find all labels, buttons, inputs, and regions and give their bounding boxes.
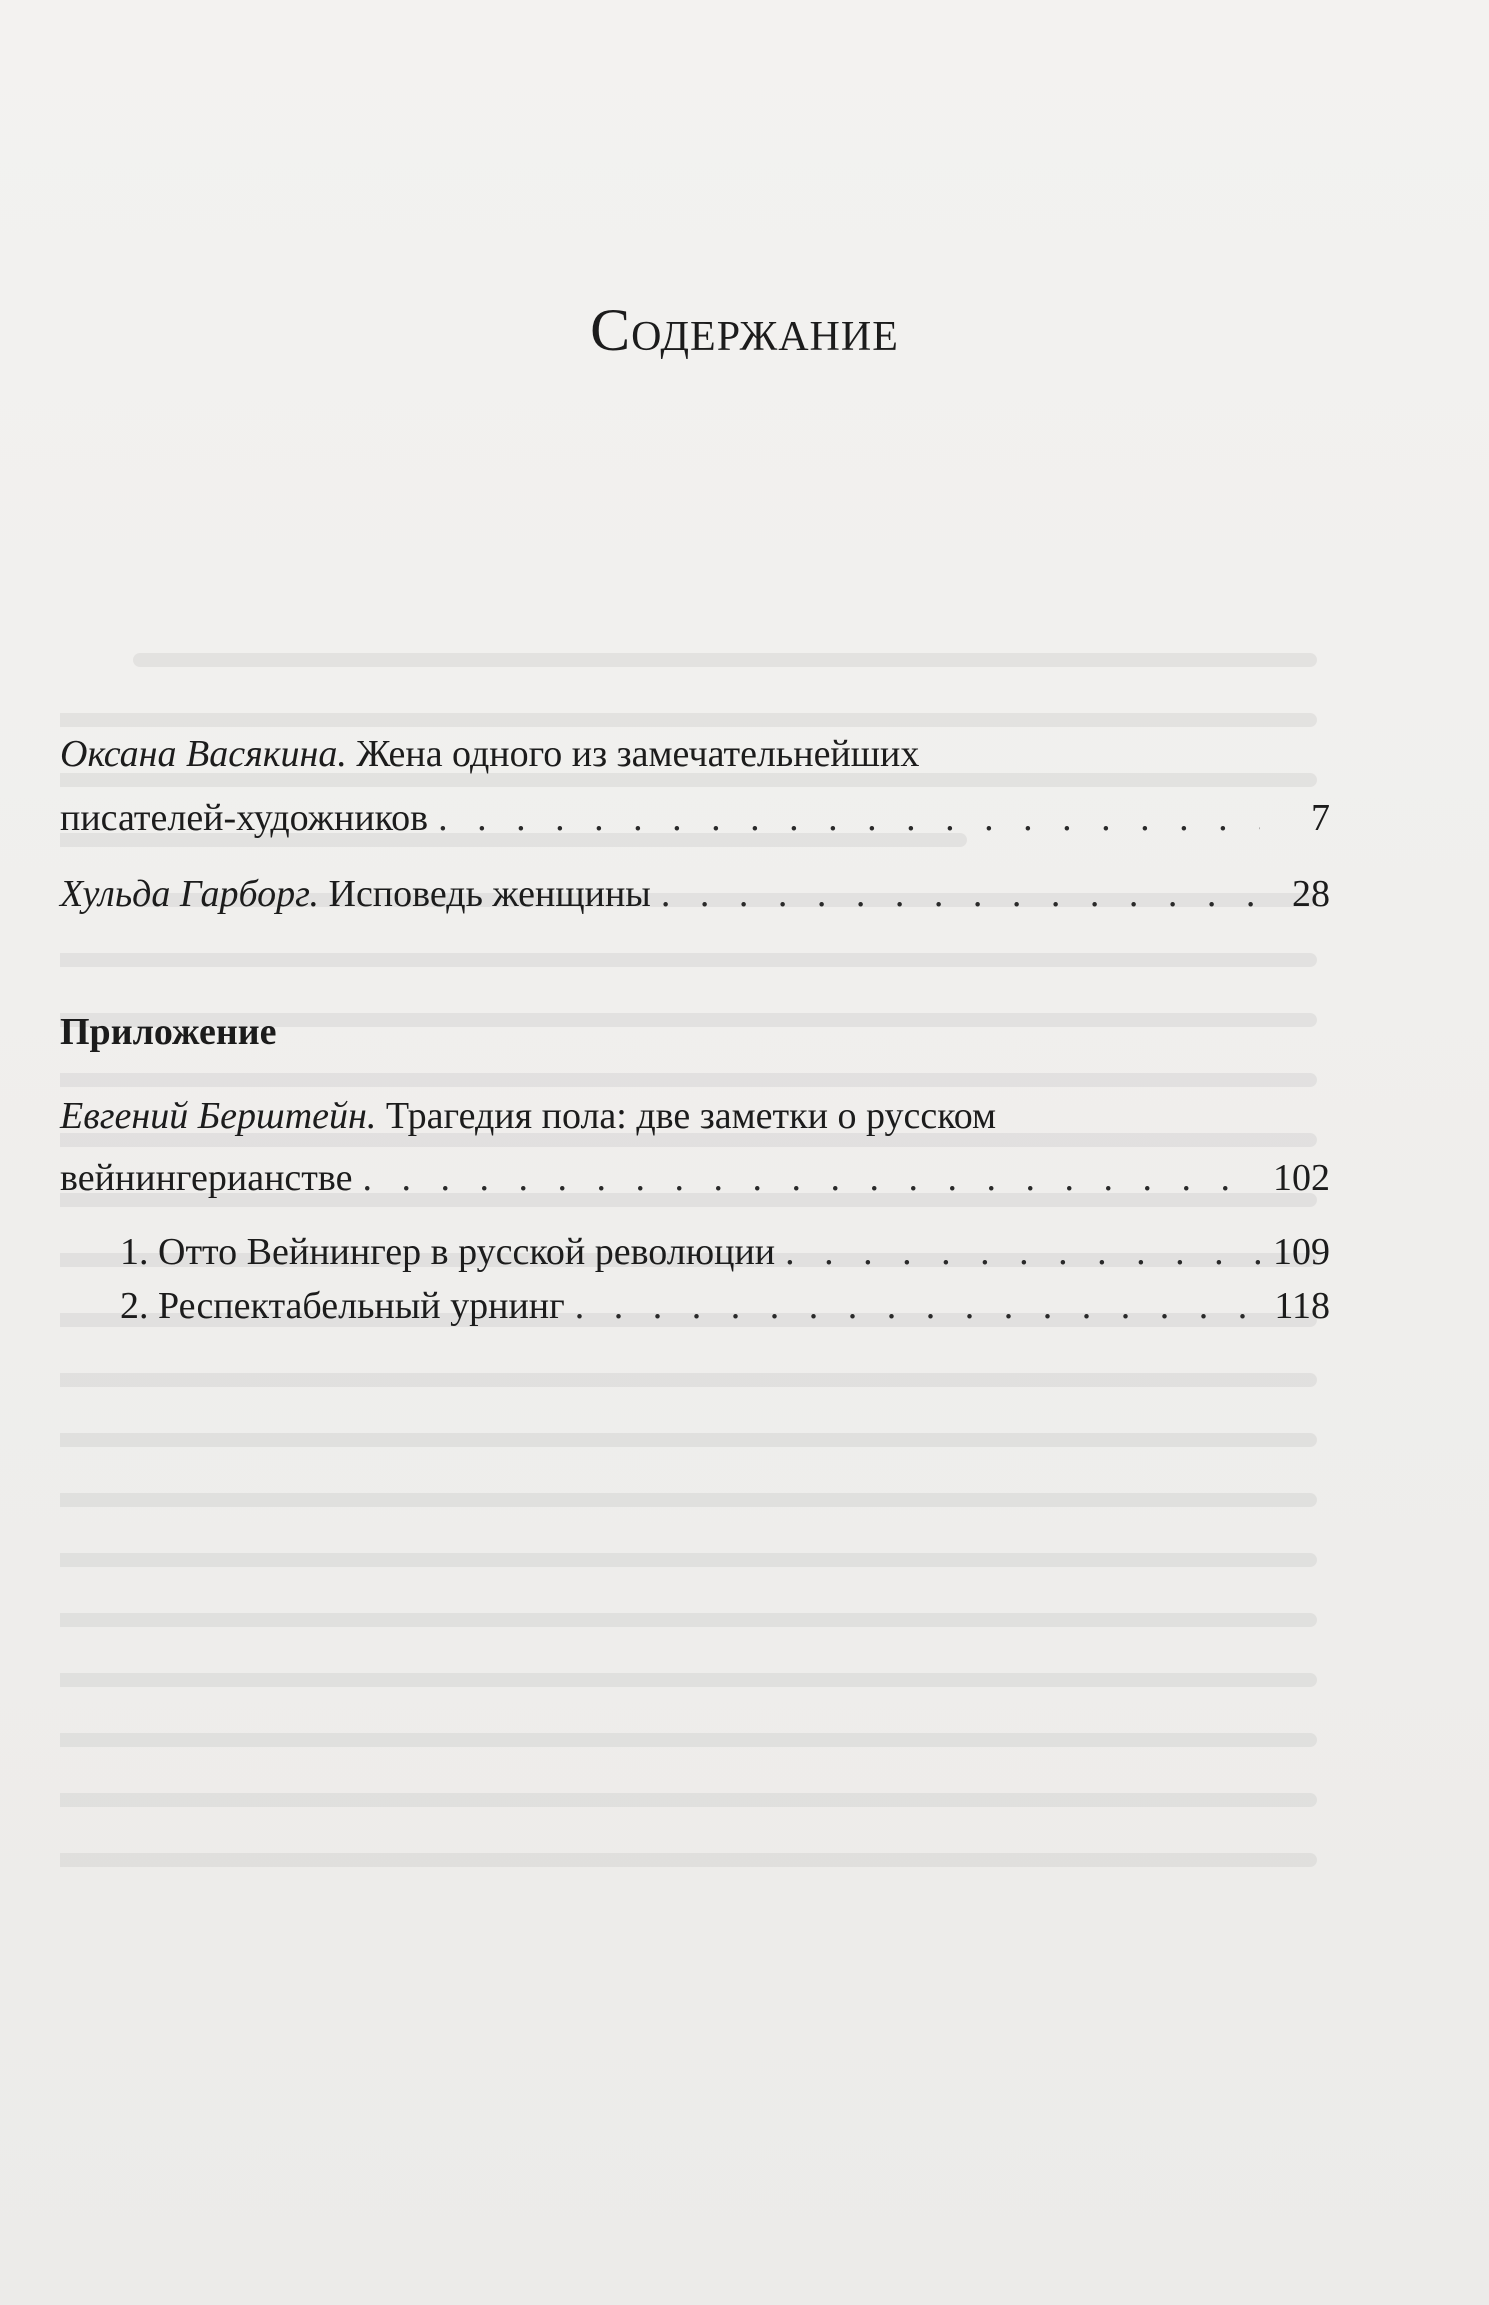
toc-entry-2[interactable] [60,868,1330,920]
entry-author: Хульда Гарборг. [60,873,319,915]
appendix-heading: Приложение [60,1011,277,1053]
toc-entry-1-line-1 [60,728,1330,780]
entry-page-number: 28 [1292,873,1330,915]
toc-subentry-2[interactable] [60,1280,1330,1332]
entry-author: Оксана Васякина. [60,733,347,775]
entry-page-number: 102 [1273,1157,1330,1199]
dot-leader [438,792,1260,844]
toc-entry-appendix-line-2[interactable] [60,1152,1330,1204]
page-title: Содержание [590,297,899,363]
entry-author: Евгений Берштейн. [60,1095,377,1137]
toc-entry-appendix-line-1 [60,1090,1330,1142]
entry-title-part-1: Трагедия пола: две заметки о русском [385,1095,997,1137]
dot-leader [661,868,1260,920]
dot-leader [362,1152,1260,1204]
entry-title-part-2: вейнингерианстве [60,1157,353,1199]
entry-title: Исповедь женщины [328,873,651,915]
toc-entry-1-line-2[interactable] [60,792,1330,844]
entry-title-part-2: писателей-художников [60,797,429,839]
subentry-page-number: 109 [1273,1231,1330,1273]
entry-text [60,868,651,920]
subentry-title: 1. Отто Вейнингер в русской революции [120,1231,776,1273]
entry-page-number: 7 [1311,797,1330,839]
dot-leader [575,1280,1260,1332]
entry-title-part-1: Жена одного из замечательнейших [356,733,920,775]
dot-leader [785,1226,1260,1278]
toc-subentry-1[interactable] [60,1226,1330,1278]
subentry-title: 2. Респектабельный урнинг [120,1285,565,1327]
subentry-page-number: 118 [1274,1285,1330,1327]
